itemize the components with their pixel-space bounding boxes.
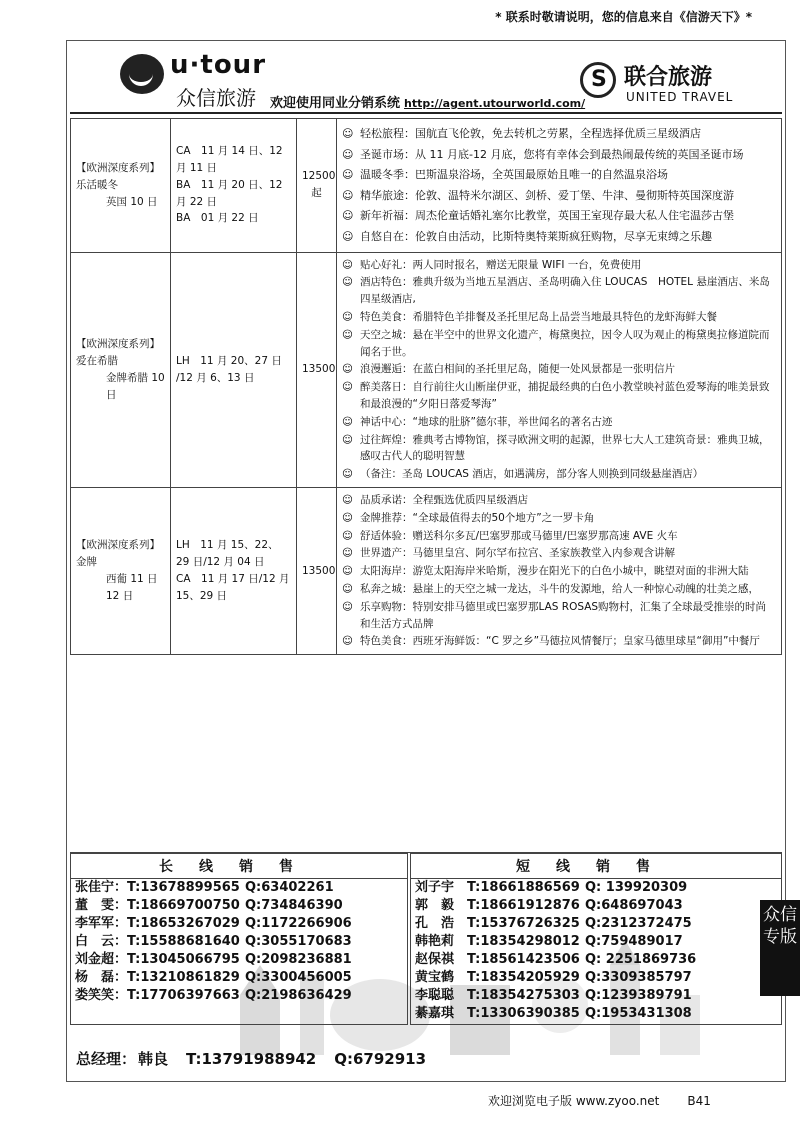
flight-date: BA 11 月 20 日、12 月 22 日 xyxy=(176,178,283,208)
tour-name-cell xyxy=(71,487,171,654)
feature-list xyxy=(342,492,776,650)
contact-qq: Q:1172266906 xyxy=(245,916,352,931)
contact-name: 黄宝鹤 xyxy=(415,970,455,985)
manager-qq: Q:6792913 xyxy=(334,1050,427,1068)
feature-text: 醉美落日：自行前往火山断崖伊亚，捕捉最经典的白色小教堂映衬蓝色爱琴海的唯美景致和最浪漫的“夕阳日落爱琴海” xyxy=(360,381,770,410)
list-item xyxy=(342,510,776,527)
contact-qq: Q:2198636429 xyxy=(245,988,352,1003)
smiley-icon: ☺ xyxy=(342,433,353,446)
feature-text: 酒店特色：雅典升级为当地五星酒店、圣岛明确入住 LOUCAS HOTEL 悬崖酒店、米岛四星级酒店, xyxy=(360,276,770,306)
smiley-icon: ☺ xyxy=(342,147,354,161)
smiley-icon: ☺ xyxy=(342,547,353,560)
contact-name: 綦嘉琪 xyxy=(415,1006,455,1021)
contact-tel: T:13045066795 xyxy=(127,952,240,967)
contact-row xyxy=(71,897,407,915)
smiley-icon: ☺ xyxy=(342,276,353,289)
contact-row xyxy=(411,1005,781,1023)
welcome-line xyxy=(270,92,585,111)
contact-qq: Q:734846390 xyxy=(245,898,343,913)
contact-row xyxy=(411,987,781,1005)
contact-row xyxy=(411,879,781,897)
tour-subtitle: 西葡 11 日 12 日 xyxy=(106,573,158,602)
list-item xyxy=(342,379,776,413)
contact-row xyxy=(71,951,407,969)
feature-text: 天空之城：悬在半空中的世界文化遗产，梅黛奥拉，因令人叹为观止的梅黛奥拉修道院而闻名于世。 xyxy=(360,328,770,358)
series-label: 【欧洲深度系列】 xyxy=(76,539,160,552)
contact-tel: T:18661912876 xyxy=(467,898,580,913)
contact-qq: Q:2098236881 xyxy=(245,952,352,967)
smiley-icon: ☺ xyxy=(342,493,353,506)
general-manager xyxy=(76,1048,444,1069)
logo-cn-text: 众信旅游 xyxy=(176,86,256,110)
utour-logo xyxy=(120,46,270,110)
list-item xyxy=(342,563,776,580)
page-footer xyxy=(488,1092,711,1109)
contact-qq: Q:759489017 xyxy=(585,934,683,949)
side-tab: 众信专版 xyxy=(760,900,800,996)
price-cell: 13500 xyxy=(297,487,337,654)
flight-date: CA 11 月 14 日、12 月 11 日 xyxy=(176,145,283,175)
price-cell: 12500 起 xyxy=(297,119,337,253)
contact-row xyxy=(411,897,781,915)
feature-text: 舒适体验：赠送科尔多瓦/巴塞罗那或马德里/巴塞罗那高速 AVE 火车 xyxy=(360,529,678,542)
feature-text: 品质承诺：全程甄选优质四星级酒店 xyxy=(360,493,528,506)
tour-subtitle: 英国 10 日 xyxy=(106,195,158,208)
table-row xyxy=(71,119,782,253)
agent-url-link[interactable]: http://agent.utourworld.com/ xyxy=(404,97,586,110)
list-item xyxy=(342,361,776,378)
united-travel-icon xyxy=(580,62,616,98)
header-divider xyxy=(70,112,782,114)
contact-row xyxy=(71,987,407,1005)
smiley-icon: ☺ xyxy=(342,209,354,223)
smiley-icon: ☺ xyxy=(342,582,353,595)
flight-cell xyxy=(171,252,297,487)
page-number: B41 xyxy=(687,1094,711,1108)
contact-name: 董 雯： xyxy=(75,898,128,913)
contact-qq: Q:648697043 xyxy=(585,898,683,913)
feature-text: 金牌推荐：“全球最值得去的50个地方”之一罗卡角 xyxy=(360,511,595,524)
short-line-title: 短线销售 xyxy=(411,854,781,879)
footer-text: 欢迎浏览电子版 www.zyoo.net xyxy=(488,1094,660,1108)
list-item xyxy=(342,327,776,361)
list-item xyxy=(342,466,776,483)
contact-name: 刘金超： xyxy=(75,952,128,967)
list-item xyxy=(342,599,776,633)
contact-tel: T:18354275303 xyxy=(467,988,580,1003)
contact-row xyxy=(411,915,781,933)
list-item xyxy=(342,257,776,274)
feature-text: 精华旅途：伦敦、温特米尔湖区、剑桥、爱丁堡、牛津、曼彻斯特英国深度游 xyxy=(360,188,734,202)
contact-name: 孔 浩 xyxy=(415,916,455,931)
list-item xyxy=(342,228,776,246)
smiley-icon: ☺ xyxy=(342,328,353,341)
feature-list xyxy=(342,125,776,246)
tour-name: 爱在希腊 xyxy=(76,354,118,367)
list-item xyxy=(342,528,776,545)
contact-row xyxy=(411,951,781,969)
contact-row xyxy=(411,969,781,987)
manager-name: 韩良 xyxy=(138,1050,169,1068)
contact-tel: T:18653267029 xyxy=(127,916,240,931)
flight-date: LH 11 月 15、22、29 日/12 月 04 日 xyxy=(176,539,279,569)
smiley-icon: ☺ xyxy=(342,229,354,243)
flight-cell xyxy=(171,119,297,253)
contact-tel: T:18354298012 xyxy=(467,934,580,949)
contact-name: 韩艳莉 xyxy=(415,934,455,949)
welcome-text: 欢迎使用同业分销系统 xyxy=(270,96,401,111)
contact-tel: T:18669700750 xyxy=(127,898,240,913)
feature-text: 乐享购物：特别安排马德里或巴塞罗那LAS ROSAS购物村，汇集了全球最受推崇的时尚和生活方式品牌 xyxy=(360,600,767,630)
list-item xyxy=(342,309,776,326)
contact-tel: T:18354205929 xyxy=(467,970,580,985)
logo-en-text: u·tour xyxy=(170,50,267,80)
list-item xyxy=(342,545,776,562)
list-item xyxy=(342,633,776,650)
smiley-icon: ☺ xyxy=(342,363,353,376)
contact-qq: Q:3300456005 xyxy=(245,970,352,985)
contact-name: 杨 磊： xyxy=(75,970,128,985)
contact-qq: Q:1239389791 xyxy=(585,988,692,1003)
feature-text: 世界遗产：马德里皇宫、阿尔罕布拉宫、圣家族教堂入内参观含讲解 xyxy=(360,547,675,560)
smiley-icon: ☺ xyxy=(342,565,353,578)
contact-row xyxy=(71,915,407,933)
partner-cn-text: 联合旅游 xyxy=(624,65,713,90)
contact-row xyxy=(71,879,407,897)
list-item xyxy=(342,146,776,164)
list-item xyxy=(342,207,776,225)
feature-text: 自悠自在：伦敦自由活动，比斯特奥特莱斯疯狂购物，尽享无束缚之乐趣 xyxy=(360,229,712,243)
contact-name: 郭 毅 xyxy=(415,898,455,913)
feature-text: 温暖冬季：巴斯温泉浴场，全英国最原始且唯一的自然温泉浴场 xyxy=(360,168,668,182)
contact-name: 李军军： xyxy=(75,916,128,931)
feature-text: 特色美食：希腊特色羊排餐及圣托里尼岛上品尝当地最具特色的龙虾海鲜大餐 xyxy=(360,310,717,323)
feature-text: 私奔之城：悬崖上的天空之城一龙达，斗牛的发源地，给人一种惊心动魄的壮美之感， xyxy=(360,582,759,595)
contact-qq: Q:3309385797 xyxy=(585,970,692,985)
flight-date: CA 11 月 17 日/12 月 15、29 日 xyxy=(176,573,290,602)
contact-qq: Q:1953431308 xyxy=(585,1006,692,1021)
contact-tel: T:13306390385 xyxy=(467,1006,580,1021)
contact-name: 刘子宇 xyxy=(415,880,455,895)
contact-tel: T:13210861829 xyxy=(127,970,240,985)
series-label: 【欧洲深度系列】 xyxy=(76,162,160,175)
contact-row xyxy=(71,969,407,987)
contact-tel: T:15376726325 xyxy=(467,916,580,931)
feature-text: 神话中心：“地球的肚脐”德尔菲，举世闻名的著名古迹 xyxy=(360,415,613,428)
features-cell xyxy=(337,119,782,253)
smiley-icon: ☺ xyxy=(342,468,353,481)
tour-subtitle: 金牌希腊 10 日 xyxy=(106,371,165,401)
feature-text: 浪漫邂逅：在蓝白相间的圣托里尼岛，随便一处风景都是一张明信片 xyxy=(360,363,675,376)
partner-en-text: UNITED TRAVEL xyxy=(626,90,734,104)
smiley-icon: ☺ xyxy=(342,511,353,524)
price-cell: 13500 xyxy=(297,252,337,487)
contact-qq: Q:63402261 xyxy=(245,880,334,895)
top-note: * 联系时敬请说明，您的信息来自《信游天下》* xyxy=(495,10,752,24)
long-line-sales xyxy=(70,853,408,1025)
speech-bubble-icon xyxy=(120,54,164,94)
tour-name-cell xyxy=(71,252,171,487)
flight-cell xyxy=(171,487,297,654)
contact-tel: T:18561423506 xyxy=(467,952,580,967)
feature-text: 特色美食：西班牙海鲜饭：“C 罗之乡”马德拉风情餐厅；皇家马德里球星“御用”中餐厅 xyxy=(360,635,760,648)
smiley-icon: ☺ xyxy=(342,127,354,140)
contact-name: 李聪聪 xyxy=(415,988,455,1003)
contact-qq: Q:2312372475 xyxy=(585,916,692,931)
smiley-icon: ☺ xyxy=(342,600,353,613)
tour-name-cell xyxy=(71,119,171,253)
smiley-icon: ☺ xyxy=(342,310,353,323)
united-travel-logo xyxy=(580,60,780,116)
feature-text: （备注：圣岛 LOUCAS 酒店，如遇满房，部分客人则换到同级悬崖酒店） xyxy=(360,468,704,481)
smiley-icon: ☺ xyxy=(342,381,353,394)
contact-tel: T:15588681640 xyxy=(127,934,240,949)
features-cell xyxy=(337,252,782,487)
smiley-icon: ☺ xyxy=(342,415,353,428)
flight-date: LH 11 月 20、27 日 /12 月 6、13 日 xyxy=(176,354,282,384)
contact-name: 赵保祺 xyxy=(415,952,455,967)
list-item xyxy=(342,166,776,184)
contact-name: 张佳宁： xyxy=(75,880,128,895)
flight-date: BA 01 月 22 日 xyxy=(176,212,259,225)
smiley-icon: ☺ xyxy=(342,188,354,202)
list-item xyxy=(342,274,776,308)
feature-text: 贴心好礼：两人同时报名，赠送无限量 WIFI 一台，免费使用 xyxy=(360,258,642,271)
product-table xyxy=(70,118,782,655)
short-line-sales xyxy=(410,853,782,1025)
sales-contacts xyxy=(70,852,782,1033)
list-item xyxy=(342,125,776,143)
list-item xyxy=(342,581,776,598)
tour-name: 乐活暖冬 xyxy=(76,178,118,191)
contact-qq: Q: 2251869736 xyxy=(585,952,697,967)
contact-row xyxy=(71,933,407,951)
smiley-icon: ☺ xyxy=(342,529,353,542)
contact-qq: Q: 139920309 xyxy=(585,880,688,895)
smiley-icon: ☺ xyxy=(342,168,354,182)
manager-label: 总经理： xyxy=(76,1050,137,1068)
smiley-icon: ☺ xyxy=(342,635,353,648)
table-row xyxy=(71,252,782,487)
contact-row xyxy=(411,933,781,951)
contact-name: 娄笑笑： xyxy=(75,988,128,1003)
contact-qq: Q:3055170683 xyxy=(245,934,352,949)
contact-tel: T:17706397663 xyxy=(127,988,240,1003)
list-item xyxy=(342,492,776,509)
manager-tel: T:13791988942 xyxy=(186,1050,317,1068)
contact-tel: T:13678899565 xyxy=(127,880,240,895)
tour-name: 金牌 xyxy=(76,556,97,569)
contact-tel: T:18661886569 xyxy=(467,880,580,895)
feature-text: 轻松旅程：国航直飞伦敦，免去转机之劳累，全程选择优质三星级酒店 xyxy=(360,127,701,140)
feature-text: 过往辉煌：雅典考古博物馆，探寻欧洲文明的起源，世界七大人工建筑奇景：雅典卫城，感叹古代人的聪明智慧 xyxy=(360,433,770,463)
smiley-icon: ☺ xyxy=(342,258,353,271)
feature-text: 太阳海岸：游览太阳海岸米哈斯，漫步在阳光下的白色小城中，眺望对面的非洲大陆 xyxy=(360,565,749,578)
list-item xyxy=(342,432,776,466)
feature-list xyxy=(342,257,776,483)
page-header xyxy=(70,42,782,112)
list-item xyxy=(342,414,776,431)
table-row xyxy=(71,487,782,654)
contact-name: 白 云： xyxy=(75,934,128,949)
feature-text: 新年祈福：周杰伦童话婚礼塞尔比教堂，英国王室现存最大私人住宅温莎古堡 xyxy=(360,209,734,223)
series-label: 【欧洲深度系列】 xyxy=(76,338,160,351)
feature-text: 圣诞市场：从 11 月底-12 月底，您将有幸体会到最热闹最传统的英国圣诞市场 xyxy=(360,147,744,161)
features-cell xyxy=(337,487,782,654)
list-item xyxy=(342,187,776,205)
long-line-title: 长线销售 xyxy=(71,854,407,879)
